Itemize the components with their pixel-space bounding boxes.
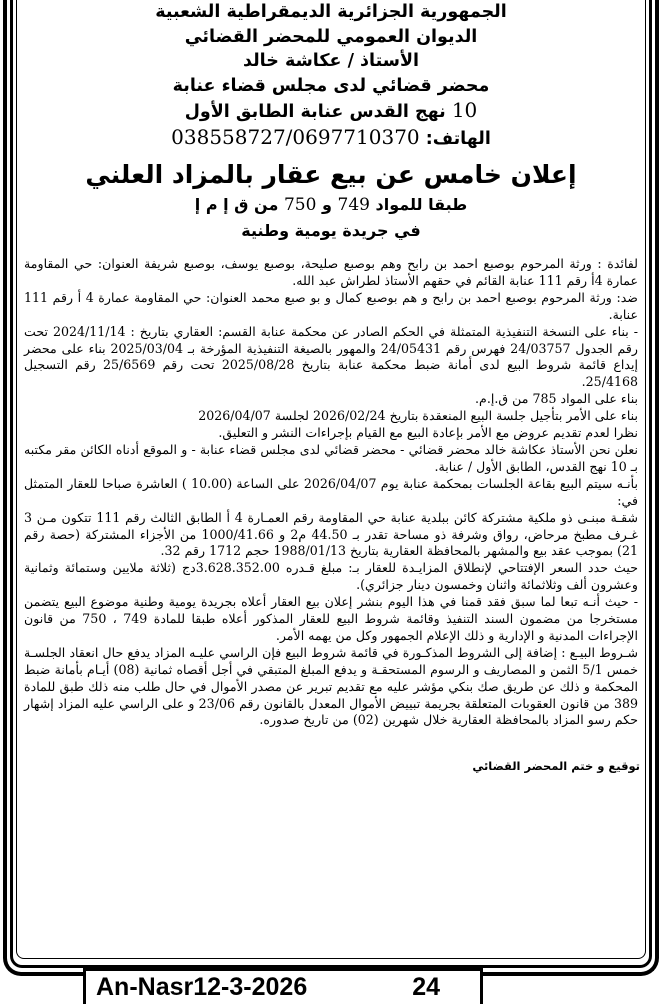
paragraph-against: ضد: ورثة المرحوم بوصبع احمد بن رابح و هم بوصبع كمال و بو صبع محمد العنوان: حي المقاومة عمارة 4 أ رقم 111 عنابة. bbox=[24, 289, 638, 322]
paragraph-announcement: نعلن نحن الأستاذ عكاشة خالد محضر قضائي - محضر قضائي لدى مجلس قضاء عنابة - و الموقع أدناه الكائن مقر مكتبه بـ 10 نهج القدس، الطابق الأول / عنابة. bbox=[24, 441, 638, 474]
office-address bbox=[22, 98, 640, 125]
notice-content bbox=[22, 0, 640, 941]
legal-basis-prefix: طبقا للمواد bbox=[375, 195, 468, 214]
letterhead bbox=[22, 0, 640, 151]
paragraph-no-offers: نظرا لعدم تقديم عروض مع الأمر بإعادة البيع مع القيام بإجراءات النشر و التعليق. bbox=[218, 425, 638, 441]
paragraph-publication: - حيث أنـه تبعا لما سبق فقد قمنا في هذا اليوم بنشر إعلان بيع العقار أعلاه بجريدة يومية وطنية موضوع البيع يتضمن مستخرجا من مضمون السند التنفيذ وقائمة شروط البيع للعقار المذكور أعلاه طبقا للمادة 749 ، 750 من قانون الإجراءات المدنية و الإدارية و ذلك الإعلام الجمهور وكل من يهمه الأمر. bbox=[24, 594, 638, 643]
phone-label: الهاتف: bbox=[425, 128, 491, 149]
paragraph-articles: بناء على المواد 785 من ق.إ.م. bbox=[475, 391, 638, 407]
notice-title: إعلان خامس عن بيع عقار بالمزاد العلني bbox=[85, 160, 577, 189]
article-750: 750 bbox=[283, 195, 317, 215]
newspaper-footer bbox=[83, 968, 483, 1004]
paragraph-property: شقـة مبنـى ذو ملكية مشتركة كائن ببلدية عنابة حي المقاومة رقم العمـارة 4 أ الطابق الثالث رقم 111 تتكون مـن 3 غـرف مطبخ مرحاض، رواق وشرفة ذو مساحة تقدر بـ 44.50 م2 و 1000/41.66 من الأجزاء المشتركة (حصة رقم 21) بموجب عقد بيع والمشهر بالمحافظة العقارية بتاريخ 1988/01/13 حجم 1712 رقم 32. bbox=[24, 509, 639, 559]
legal-basis-suffix: من ق إ م إ bbox=[194, 195, 279, 214]
address-number: 10 bbox=[451, 98, 478, 122]
address-street: نهج القدس عنابة الطابق الأول bbox=[184, 102, 446, 122]
bailiff-role: محضر قضائي لدى مجلس قضاء عنابة bbox=[172, 75, 490, 96]
paragraph-sale-date: بأنـه سيتم البيع بقاعة الجلسات بمحكمة عنابة يوم 2026/04/07 على الساعة (10.00 ) العاشرة صباحا للعقار المتمثل في: bbox=[24, 475, 639, 508]
bailiff-name: الأستاذ / عكاشة خالد bbox=[243, 51, 419, 71]
signature-line: توقيع و ختم المحضر القضائي bbox=[472, 759, 640, 774]
article-749: 749 bbox=[337, 195, 370, 215]
legal-basis bbox=[22, 192, 640, 218]
phone-number: 038558727/0697710370 bbox=[171, 124, 420, 149]
paragraph-postponement: بناء على الأمر بتأجيل جلسة البيع المنعقدة بتاريخ 2026/02/24 لجلسة 2026/04/07 bbox=[198, 408, 638, 424]
phone-line bbox=[22, 125, 640, 152]
publication-date: An-Nasr12-3-2026 bbox=[96, 973, 308, 1001]
notice-body bbox=[22, 256, 640, 729]
paragraph-beneficiary: لفائدة : ورثة المرحوم بوصبع احمد بن رابح وهم بوصبع صليحة، بوصبع يوسف، بوصبع شريفة العنوان: حي المقاومة عمارة 4أ رقم 111 عنابة القائم في حقهم الأستاذ لطراش عبد الله. bbox=[24, 256, 638, 288]
paragraph-judgment: - بناء على النسخة التنفيذية المتمثلة في الحكم الصادر عن محكمة عنابة القسم: العقاري بتاريخ : 2024/11/14 تحت رقم الجدول 24/03757 فهرس رقم 24/05431 والمهور بالصيغة التنفيذية المؤرخة بـ 2025/03/04 بناء على محضر إيداع قائمة شروط البيع لدى أمانة ضبط محكمة عنابة بتاريخ 2025/08/28 تحت رقم 25/6569 رقم التسجيل 25/4168. bbox=[24, 323, 638, 390]
newspaper-line: في جريدة يومية وطنية bbox=[241, 221, 421, 240]
office-name: الديوان العمومي للمحضر القضائي bbox=[184, 26, 478, 47]
republic-name: الجمهورية الجزائرية الديمقراطية الشعبية bbox=[155, 2, 507, 22]
legal-basis-and: و bbox=[321, 195, 332, 214]
page-number: 24 bbox=[412, 973, 440, 1001]
paragraph-opening-price: حيث حدد السعر الإفتتاحي لإنطلاق المزايـدة للعقار بـ: مبلغ قـدره 3.628.352.00دج (ثلاثة ملايين وستمائة وثمانية وعشرون ألف وثلاثمائة واثنان وخمسون دينار جزائري). bbox=[24, 560, 638, 593]
paragraph-sale-conditions: شـروط البيـع : إضافة إلى الشروط المذكـورة في قائمة شروط البيع فإن الراسي عليـه المزاد يدفع حال انعقاد الجلسـة خمس 5/1 الثمن و المصاريف و الرسوم المستحقـة و يدفع المبلغ المتبقي في أجل أقصاه ثمانية (08) أيـام بأمانة ضبط المحكمة و ذلك عن طريق صك بنكي مؤشر عليه مع تقديم تبرير عن مصدر الأموال في حال طلب منه ذلك طبق للمادة 389 من قانون العقوبات المتعلقة بجريمة تبييض الأموال المعدل بالقانون رقم 23/06 و على الراسي عليه المزاد إشهار حكم رسو المزاد بالمحافظة العقارية خلال شهرين (02) من تاريخ صدوره. bbox=[24, 644, 638, 728]
